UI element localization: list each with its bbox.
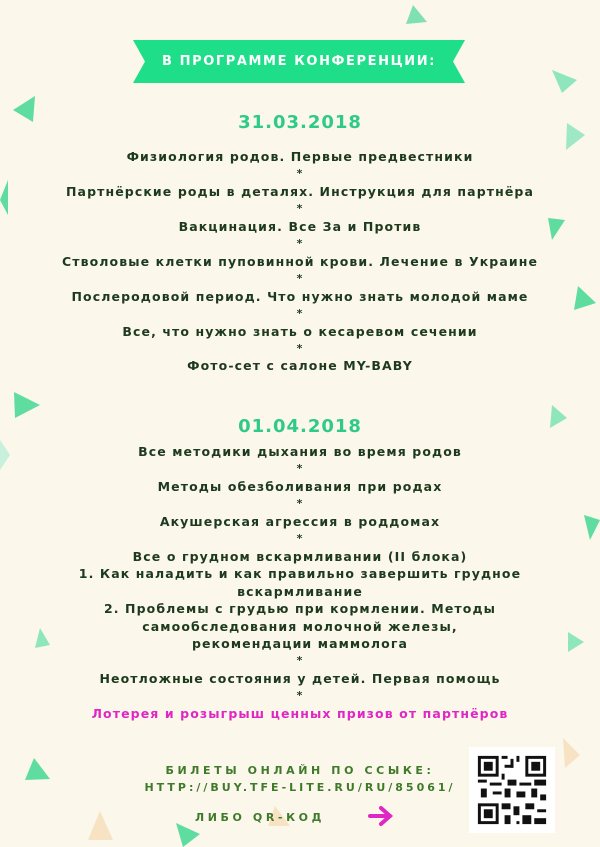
separator: * (296, 237, 304, 251)
list-item: Послеродовой период. Что нужно знать молодой маме (71, 288, 529, 304)
tickets-label: БИЛЕТЫ ОНЛАЙН ПО ССЫКЕ: (165, 764, 435, 777)
day1-list (0, 148, 600, 375)
list-item: Акушерская агрессия в роддомах (159, 513, 441, 529)
list-item: Методы обезболивания при родах (157, 478, 443, 494)
program-title: В ПРОГРАММЕ КОНФЕРЕНЦИИ: (161, 54, 437, 69)
separator: * (296, 167, 304, 181)
separator: * (296, 654, 304, 668)
separator: * (296, 532, 304, 546)
separator: * (296, 272, 304, 286)
list-item: Физиология родов. Первые предвестники (126, 149, 474, 164)
lottery-item: Лотерея и розыгрыш ценных призов от партнёров (91, 705, 509, 721)
list-item: Все о грудном вскармливании (II блока) (132, 548, 468, 564)
list-item: Неотложные состояния у детей. Первая помощь (99, 670, 501, 686)
separator: * (296, 689, 304, 703)
day1-date: 31.03.2018 (238, 112, 362, 133)
separator: * (296, 307, 304, 321)
list-item: Все, что нужно знать о кесаревом сечении (122, 323, 478, 339)
list-item: Вакцинация. Все За и Против (178, 218, 422, 234)
qr-code-icon (469, 747, 555, 833)
list-subitem: рекомендации маммолога (191, 635, 409, 651)
qr-code[interactable] (469, 747, 555, 833)
separator: * (296, 202, 304, 216)
separator: * (296, 462, 304, 476)
qr-label: ЛИБО QR-КОД (194, 811, 326, 824)
list-subitem: 1. Как наладить и как правильно завершить грудное (78, 566, 522, 582)
separator: * (296, 341, 304, 355)
arrow-right-icon (368, 805, 394, 827)
list-subitem: самообследования молочной железы, (142, 618, 458, 634)
list-item: Фото-сет с салоне MY-BABY (187, 358, 413, 374)
list-item: Все методики дыхания во время родов (138, 444, 462, 459)
tickets-link[interactable]: HTTP://BUY.TFE-LITE.RU/RU/85061/ (144, 781, 456, 794)
list-subitem: 2. Проблемы с грудью при кормлении. Методы (103, 601, 497, 617)
day2-list (0, 443, 600, 722)
day2-date: 01.04.2018 (238, 416, 362, 437)
list-subitem: вскармливание (237, 583, 363, 599)
list-item: Партнёрские роды в деталях. Инструкция для партнёра (65, 183, 534, 199)
separator: * (296, 497, 304, 511)
list-item: Стволовые клетки пуповинной крови. Лечение в Украине (61, 253, 539, 269)
